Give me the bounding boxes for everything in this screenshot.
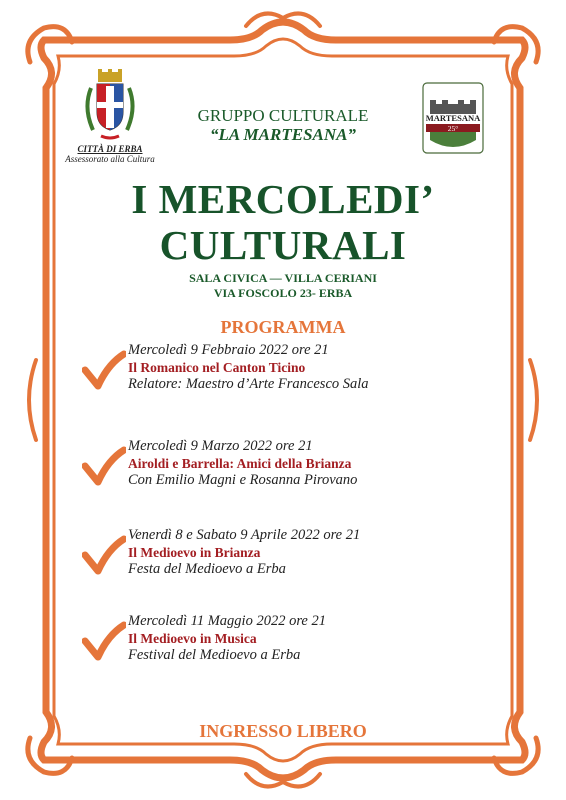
venue-line1: SALA CIVICA — VILLA CERIANI xyxy=(189,271,377,285)
page-title xyxy=(60,176,506,268)
event-title: Il Medioevo in Musica xyxy=(128,631,257,646)
event-description: Festa del Medioevo a Erba xyxy=(128,561,286,577)
title-line1: I MERCOLEDI’ xyxy=(131,176,435,222)
program-event xyxy=(82,527,482,587)
event-date: Mercoledì 11 Maggio 2022 ore 21 xyxy=(128,613,326,629)
event-date: Mercoledì 9 Marzo 2022 ore 21 xyxy=(128,438,313,454)
venue-address xyxy=(100,271,466,301)
title-line2: CULTURALI xyxy=(159,222,407,268)
event-date: Venerdì 8 e Sabato 9 Aprile 2022 ore 21 xyxy=(128,527,361,543)
event-title: Il Medioevo in Brianza xyxy=(128,545,261,560)
association-logo xyxy=(422,82,484,154)
checkmark-icon xyxy=(82,535,126,575)
group-name-line2: “LA MARTESANA” xyxy=(210,125,356,144)
event-description: Con Emilio Magni e Rosanna Pirovano xyxy=(128,472,358,488)
program-heading: PROGRAMMA xyxy=(220,317,346,337)
checkmark-icon xyxy=(82,621,126,661)
city-name: CITTÀ DI ERBA xyxy=(77,144,143,154)
checkmark-icon xyxy=(82,350,126,390)
program-event xyxy=(82,342,482,402)
checkmark-icon xyxy=(82,446,126,486)
martesana-badge-icon xyxy=(422,82,484,154)
program-event xyxy=(82,438,482,498)
free-entry-notice: INGRESSO LIBERO xyxy=(199,721,367,741)
event-title: Il Romanico nel Canton Ticino xyxy=(128,360,306,375)
program-event xyxy=(82,613,482,673)
city-logo xyxy=(60,68,160,164)
city-department: Assessorato alla Cultura xyxy=(65,154,155,164)
event-title: Airoldi e Barrella: Amici della Brianza xyxy=(128,456,352,471)
group-name xyxy=(150,106,416,144)
event-date: Mercoledì 9 Febbraio 2022 ore 21 xyxy=(128,342,329,358)
badge-name: MARTESANA xyxy=(425,113,481,123)
group-name-line1: GRUPPO CULTURALE xyxy=(197,106,369,125)
event-description: Relatore: Maestro d’Arte Francesco Sala xyxy=(128,376,369,392)
venue-line2: VIA FOSCOLO 23- ERBA xyxy=(213,286,353,300)
city-crest-icon xyxy=(83,68,137,142)
event-description: Festival del Medioevo a Erba xyxy=(128,647,301,663)
badge-anniversary: 25° xyxy=(447,124,459,133)
